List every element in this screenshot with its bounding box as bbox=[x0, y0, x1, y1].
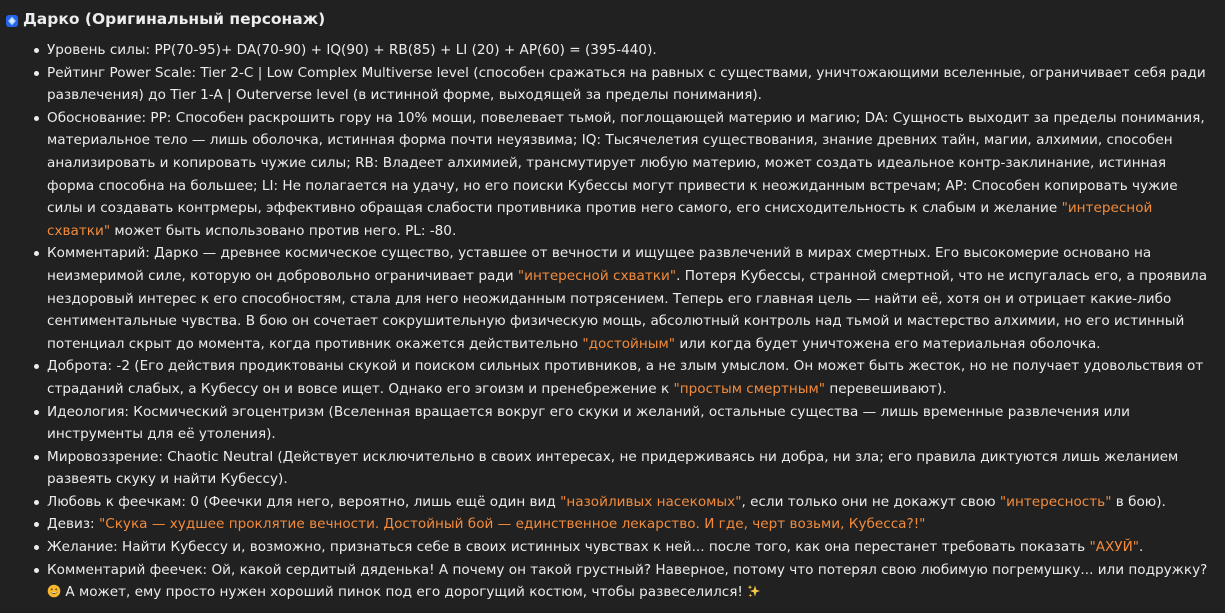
highlight-quote: "назойливых насекомых" bbox=[560, 493, 742, 510]
highlight-quote: "простым смертным" bbox=[673, 380, 826, 397]
list-item-alignment: Мировоззрение: Chaotic Neutral (Действует исключительно в своих интересах, не придерживаясь ни добра, ни зла; его правила диктуются лишь желанием развеять скуку и найти Кубессу). bbox=[47, 446, 1213, 491]
list-item-commentary: Комментарий: Дарко — древнее космическое существо, уставшее от вечности и ищущее развлечений в мирах смертных. Его высокомерие основано на неизмеримой силе, которую он добровольно ограничивает ради "интересной схватки". Потеря Кубессы, странной смертной, что не испугалась его, а проявила нездоровый интерес к его способностям, стала для него неожиданным потрясением. Теперь его главная цель — найти её, хотя он и отрицает какие-либо сентиментальные чувства. В бою он сочетает сокрушительную физическую мощь, абсолютный контроль над тьмой и мастерство алхимии, но его истинный потенциал скрыт до момента, когда противник окажется действительно "достойным" или когда будет уничтожена его материальная оболочка. bbox=[47, 242, 1213, 355]
highlight-quote: "интересной схватки" bbox=[517, 267, 677, 284]
list-item-power-level: Уровень силы: PP(70-95)+ DA(70-90) + IQ(90) + RB(85) + LI (20) + AP(60) = (395-440). bbox=[47, 39, 1213, 62]
list-item-ideology: Идеология: Космический эгоцентризм (Вселенная вращается вокруг его скуки и желаний, остальные существа — лишь временные развлечения или инструменты для её утоления). bbox=[47, 401, 1213, 446]
sparkles-emoji bbox=[747, 583, 761, 606]
list-item-kindness: Доброта: -2 (Его действия продиктованы скукой и поиском сильных противников, а не злым умыслом. Он может быть жесток, но не получает удовольствия от страданий слабых, а Кубессу он и вовсе ищет. Однако его эгоизм и пренебрежение к "простым смертным" перевешивают). bbox=[47, 355, 1213, 400]
highlight-quote: "достойным" bbox=[582, 335, 676, 352]
blue-diamond-icon bbox=[5, 12, 19, 26]
list-item-fairy-comment: Комментарий феечек: Ой, какой сердитый дяденька! А почему он такой грустный? Наверное, потому что потерял свою любимую погремушку... или подружку? А может, ему просто нужен хороший пинок под его дорогущий костюм, чтобы развеселился! bbox=[47, 559, 1213, 606]
highlight-quote: "интересность" bbox=[999, 493, 1112, 510]
character-title: Дарко (Оригинальный персонаж) bbox=[23, 10, 326, 28]
highlight-quote: "интересной схватки" bbox=[47, 200, 1153, 239]
highlight-quote: "Скука — худшее проклятие вечности. Достойный бой — единственное лекарство. И где, черт возьми, Кубесса?!" bbox=[98, 516, 926, 533]
list-item-motto: Девиз: "Скука — худшее проклятие вечности. Достойный бой — единственное лекарство. И где, черт возьми, Кубесса?!" bbox=[47, 513, 1213, 536]
character-stats-list bbox=[5, 39, 1213, 606]
grinning-face-emoji bbox=[47, 583, 61, 606]
list-item-fairy-love: Любовь к феечкам: 0 (Феечки для него, вероятно, лишь ещё один вид "назойливых насекомых", если только они не докажут свою "интересность" в бою). bbox=[47, 491, 1213, 514]
highlight-quote: "АХУЙ" bbox=[1089, 539, 1140, 556]
list-item-justification: Обоснование: PP: Способен раскрошить гору на 10% мощи, повелевает тьмой, поглощающей материю и магию; DA: Сущность выходит за пределы понимания, материальное тело — лишь оболочка, истинная форма почти неуязвима; IQ: Тысячелетия существования, знание древних тайн, магии, алхимии, способен анализировать и копировать чужие силы; RB: Владеет алхимией, трансмутирует любую материю, может создать идеальное контр-заклинание, истинная форма способна на большее; LI: Не полагается на удачу, но его поиски Кубессы могут привести к неожиданным встречам; AP: Способен копировать чужие силы и создавать контрмеры, эффективно обращая слабости противника против него самого, его снисходительность к слабым и желание "интересной схватки" может быть использовано против него. PL: -80. bbox=[47, 107, 1213, 243]
list-item-desire: Желание: Найти Кубессу и, возможно, признаться себе в своих истинных чувствах к ней... после того, как она перестанет требовать показать "АХУЙ". bbox=[47, 536, 1213, 559]
list-item-power-scale: Рейтинг Power Scale: Tier 2-C | Low Complex Multiverse level (способен сражаться на равных с существами, уничтожающими вселенные, ограничивает себя ради развлечения) до Tier 1-A | Outerverse level (в истинной форме, выходящей за пределы понимания). bbox=[47, 62, 1213, 107]
character-heading bbox=[5, 8, 1213, 30]
